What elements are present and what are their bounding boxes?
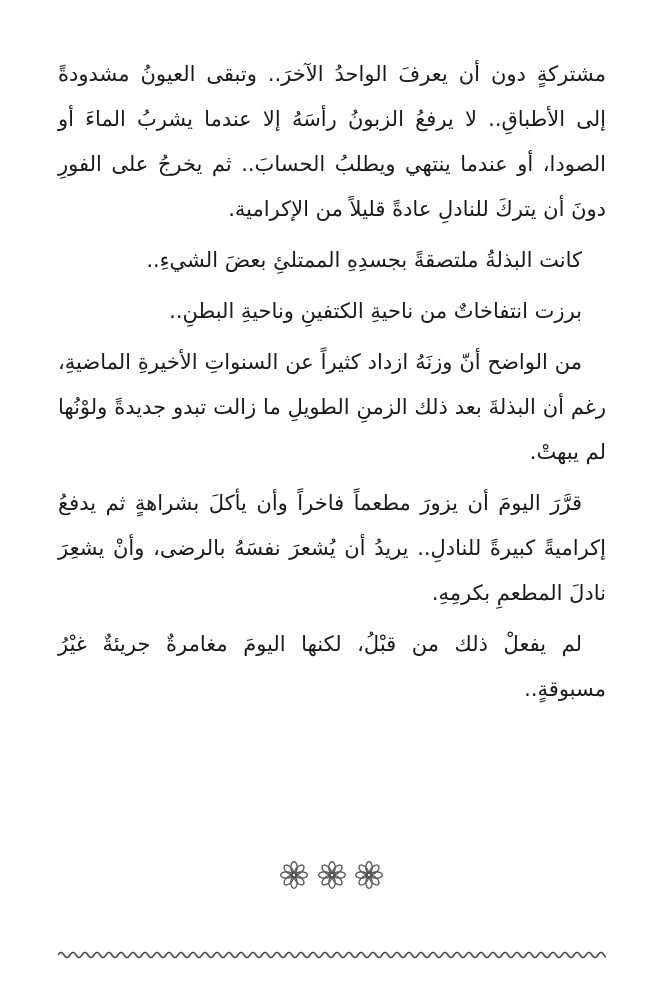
flower-ornament-icon [354, 860, 384, 890]
paragraph-4: من الواضح أنّ وزنَهُ ازداد كثيراً عن السنواتِ الأخيرةِ الماضيةِ، رغم أن البذلةَ بعد ذلك الزمنِ الطويلِ ما زالت تبدو جديدةً ولوْنُها لم يبهتْ. [58, 350, 606, 464]
paragraph-3: برزت انتفاخاتٌ من ناحيةِ الكتفينِ وناحيةِ البطنِ.. [169, 299, 582, 323]
paragraph-6: لم يفعلْ ذلك من قبْلُ، لكنها اليومَ مغامرةٌ جريئةٌ غيْرُ مسبوقةٍ.. [58, 632, 606, 701]
book-page-text [58, 52, 606, 718]
paragraph-5: قرَّرَ اليومَ أن يزورَ مطعماً فاخراً وأن يأكلَ بشراهةٍ ثم يدفعُ إكراميةً كبيرةً للنادلِ.. يريدُ أن يُشعرَ نفسَهُ بالرضى، وأنْ يشعِرَ نادلَ المطعمِ بكرمِهِ. [58, 491, 606, 605]
page-footer-wavy-rule [58, 948, 606, 962]
paragraph-1: مشتركةٍ دون أن يعرفَ الواحدُ الآخرَ.. وتبقى العيونُ مشدودةً إلى الأطباقِ.. لا يرفعُ الزبونُ رأسَهُ إلا عندما يشربُ الماءَ أو الصودا، أو عندما ينتهي ويطلبُ الحسابَ.. ثم يخرجُ على الفورِ دونَ أن يتركَ للنادلِ عادةً قليلاً من الإكرامية. [58, 62, 606, 221]
section-break-ornament [0, 860, 663, 890]
flower-ornament-icon [279, 860, 309, 890]
flower-ornament-icon [317, 860, 347, 890]
paragraph-2: كانت البذلةُ ملتصقةً بجسدِهِ الممتلئِ بعضَ الشيءِ.. [146, 248, 582, 272]
